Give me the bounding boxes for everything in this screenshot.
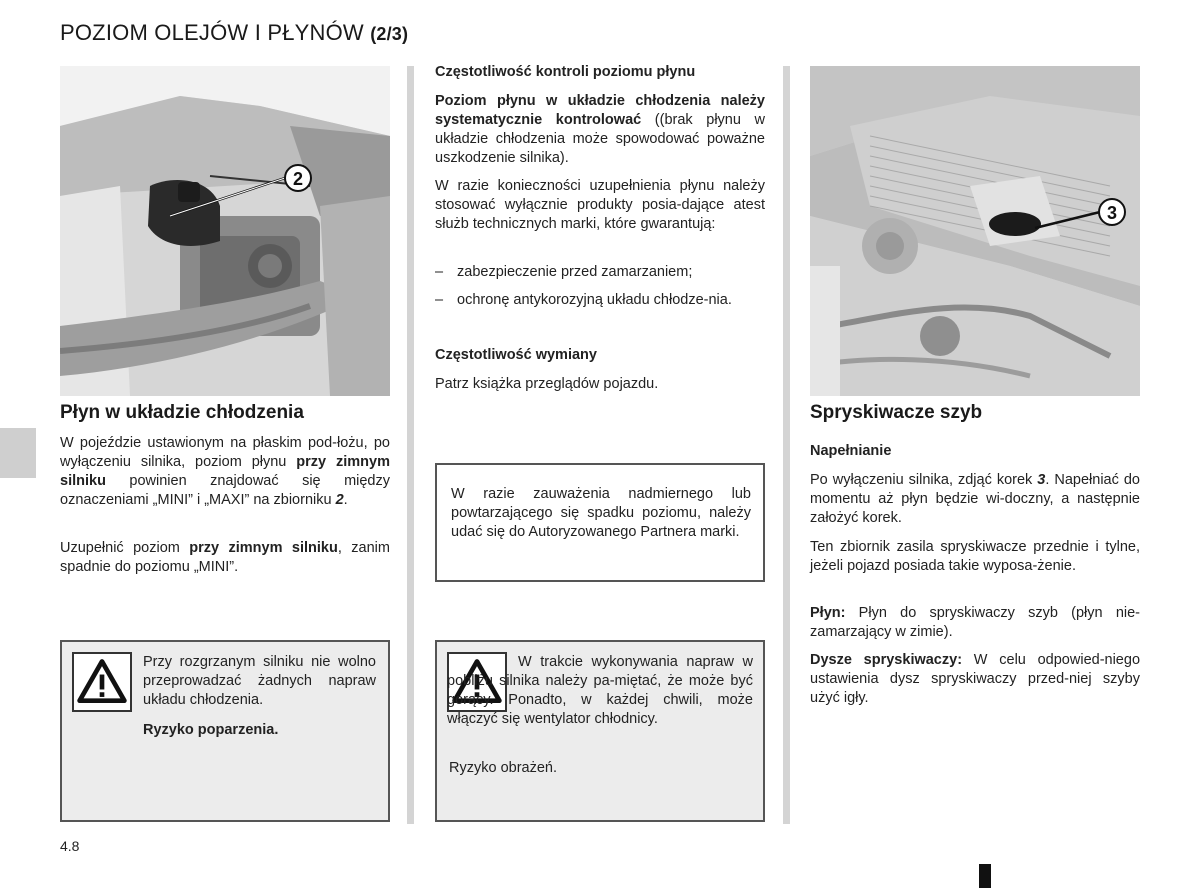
list-dash: –	[435, 292, 444, 308]
replace-frequency-text: Patrz książka przeglądów pojazdu.	[435, 376, 659, 392]
callout-3: 3	[1106, 203, 1118, 223]
coolant-warning-text: Przy rozgrzanym silniku nie wolno przeprowadzać żadnych napraw układu chłodzenia.	[143, 654, 376, 708]
page-title-text: POZIOM OLEJÓW I PŁYNÓW	[60, 20, 364, 45]
washer-reservoir-photo	[810, 66, 1140, 396]
coolant-heading: Płyn w układzie chłodzenia	[60, 402, 304, 423]
level-drop-note	[435, 463, 765, 582]
engine-warning-text: W trakcie wykonywania napraw w pobliżu silnika należy pa-miętać, że może być gorący. Ponadto, w każdej chwili, może włączyć się wentylator chłodnicy.	[447, 654, 753, 727]
tank-text: Ten zbiornik zasila spryskiwacze przednie i tylne, jeżeli pojazd posiada takie wyposa-żenie.	[810, 539, 1140, 574]
warning-triangle-icon	[72, 652, 132, 712]
coolant-warning-box	[60, 640, 390, 822]
page-number: 4.8	[60, 838, 80, 854]
column-divider-2	[783, 66, 790, 824]
coolant-warning-risk: Ryzyko poparzenia.	[143, 722, 279, 738]
callout-2: 2	[292, 169, 304, 189]
nozzle-text: Dysze spryskiwaczy: W celu odpowied-niego ustawienia dysz spryskiwaczy przed-niej szyby użyć igły.	[810, 652, 1141, 706]
check-frequency-heading: Częstotliwość kontroli poziomu płynu	[435, 64, 696, 80]
column-divider-1	[407, 66, 414, 824]
topup-text: W razie konieczności uzupełnienia płynu należy stosować wyłącznie produkty posia-dające atest służb technicznych marki, które gwarantują:	[435, 178, 765, 232]
engine-warning-risk: Ryzyko obrażeń.	[449, 760, 557, 776]
washer-heading: Spryskiwacze szyb	[810, 402, 983, 423]
edge-marker	[979, 864, 991, 888]
level-drop-note-text: W razie zauważenia nadmiernego lub powtarzającego się spadku poziomu, należy udać się do Autoryzowanego Partnera marki.	[451, 486, 751, 540]
filling-heading: Napełnianie	[810, 443, 892, 459]
engine-warning-box	[435, 640, 765, 822]
chapter-tab	[0, 428, 36, 478]
filling-text: Po wyłączeniu silnika, zdjąć korek 3. Napełniać do momentu aż płyn będzie wi-doczny, a następnie założyć korek.	[810, 472, 1140, 526]
engine-photo-coolant	[60, 66, 390, 396]
replace-frequency-heading: Częstotliwość wymiany	[435, 347, 597, 363]
page-part: (2/3)	[370, 24, 409, 44]
check-frequency-text: Poziom płynu w układzie chłodzenia należy systematycznie kontrolować ((brak płynu w układzie chłodzenia może spowodować poważne uszkodzenie silnika).	[435, 93, 765, 166]
page-title	[60, 20, 408, 46]
list-dash: –	[435, 264, 444, 280]
coolant-paragraph-1: W pojeździe ustawionym na płaskim pod-łożu, po wyłączeniu silnika, poziom płynu przy zimnym silniku powinien znajdować się między oznaczeniami „MINI” i „MAXI” na zbiorniku 2.	[60, 435, 390, 508]
coolant-paragraph-2: Uzupełnić poziom przy zimnym silniku, zanim spadnie do poziomu „MINI”.	[60, 540, 390, 575]
fluid-text: Płyn: Płyn do spryskiwaczy szyb (płyn nie-zamarzający w zimie).	[810, 605, 1140, 640]
